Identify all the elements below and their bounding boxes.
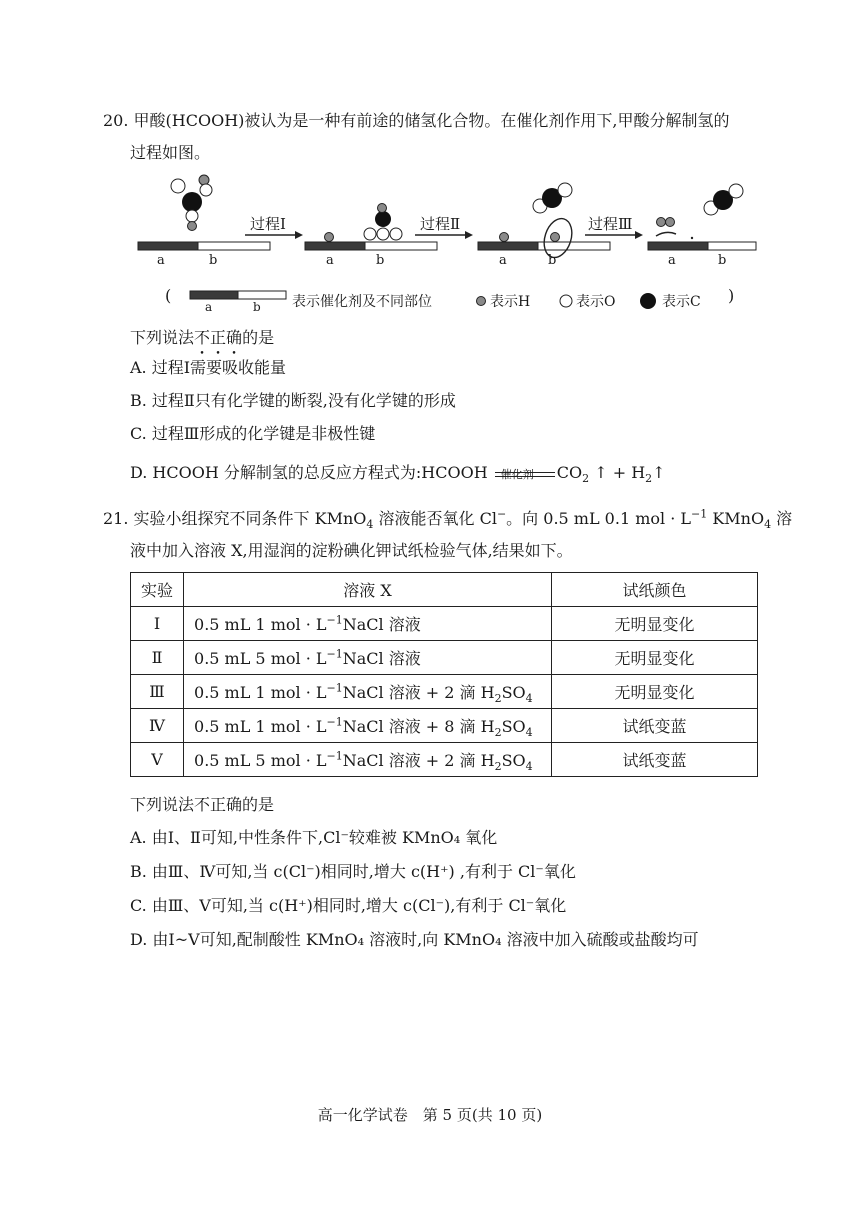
row-color: 无明显变化 (552, 641, 758, 675)
catalyst-part-a (305, 242, 365, 250)
header-experiment: 实验 (131, 573, 184, 607)
table-row (131, 641, 758, 675)
experiment-table (130, 572, 758, 777)
catalyst-part-a (478, 242, 538, 250)
row-solution: 0.5 mL 1 mol · $L^{-1}NaCl$ 溶液 + 2 滴 $H_2SO_4$ (184, 675, 552, 709)
label-a: a (668, 253, 676, 268)
legend-catalyst: 表示催化剂及不同部位 (292, 294, 432, 310)
q21-option-b: B. 由Ⅲ、Ⅳ可知,当 c(Cl⁻)相同时,增大 c(H⁺) ,有利于 Cl⁻氧化 (130, 862, 576, 881)
label-a: a (326, 253, 334, 268)
table-row (131, 743, 758, 777)
label-b: b (718, 253, 727, 268)
hcooh-molecule (171, 175, 212, 231)
table-row (131, 675, 758, 709)
catalyst-part-a (648, 242, 708, 250)
row-solution: 0.5 mL 5 mol · $L^{-1}NaCl$ 溶液 + 2 滴 $H_2SO_4$ (184, 743, 552, 777)
catalyst-part-a (138, 242, 198, 250)
page-footer: 高一化学试卷 第 5 页(共 10 页) (317, 1106, 543, 1124)
legend-o: 表示O (576, 294, 616, 310)
q20-option-d: D. HCOOH 分解制氢的总反应方程式为:HCOOH 催化剂 $CO_2$ ↑ + $H_2↑$ (130, 463, 666, 486)
row-color: 试纸变蓝 (552, 743, 758, 777)
label-a: a (499, 253, 507, 268)
row-solution: 0.5 mL 1 mol · $L^{-1}NaCl$ 溶液 (184, 607, 552, 641)
step-label-1: 过程Ⅰ (250, 215, 286, 233)
table-header-row (131, 573, 758, 607)
q21-option-c: C. 由Ⅲ、Ⅴ可知,当 c(H⁺)相同时,增大 c(Cl⁻),有利于 Cl⁻氧化 (130, 896, 567, 915)
catalyst-legend-icon (188, 289, 288, 313)
row-color: 试纸变蓝 (552, 709, 758, 743)
row-id: Ⅱ (131, 641, 184, 675)
c-atom-icon (638, 291, 658, 311)
q20-option-a: A. 过程Ⅰ需要吸收能量 (130, 358, 287, 377)
q20-stem-line1: 20. 甲酸(HCOOH)被认为是一种有前途的储氢化合物。在催化剂作用下,甲酸分解制氢的 (103, 111, 730, 130)
q20-option-b: B. 过程Ⅱ只有化学键的断裂,没有化学键的形成 (130, 391, 456, 410)
legend-label-b: b (253, 300, 261, 314)
row-id: Ⅰ (131, 607, 184, 641)
header-solution: 溶液 X (184, 573, 552, 607)
header-paper-color: 试纸颜色 (552, 573, 758, 607)
q21-option-a: A. 由Ⅰ、Ⅱ可知,中性条件下,Cl⁻较难被 KMnO₄ 氧化 (130, 828, 498, 847)
stage-4 (648, 184, 756, 250)
h2-molecule (657, 218, 675, 227)
row-id: Ⅲ (131, 675, 184, 709)
q21-stem-line1: 21. 实验小组探究不同条件下 KMnO$_4$ 溶液能否氧化 Cl−。向 0.5 mL 0.1 mol · $L^{-1}$ KMnO$_4$ 溶 (103, 507, 793, 532)
q21-stem-line2: 液中加入溶液 X,用湿润的淀粉碘化钾试纸检验气体,结果如下。 (130, 541, 573, 560)
row-solution: 0.5 mL 1 mol · $L^{-1}NaCl$ 溶液 + 8 滴 $H_2SO_4$ (184, 709, 552, 743)
q20-prompt: 下列说法不正确的是 (130, 328, 275, 347)
legend-open-paren: ( (165, 286, 172, 305)
row-solution: 0.5 mL 5 mol · $L^{-1}NaCl$ 溶液 (184, 641, 552, 675)
legend-label-a: a (205, 300, 213, 314)
table-row (131, 709, 758, 743)
legend-close-paren: ) (728, 286, 735, 305)
step-label-2: 过程Ⅱ (420, 215, 461, 233)
row-color: 无明显变化 (552, 607, 758, 641)
q21-prompt: 下列说法不正确的是 (130, 795, 275, 814)
step-label-3: 过程Ⅲ (588, 215, 633, 233)
legend-c: 表示C (662, 294, 701, 310)
catalyst-part-b (538, 242, 610, 250)
q20-stem-line2: 过程如图。 (130, 143, 211, 162)
stage-2 (305, 204, 437, 251)
label-b: b (376, 253, 385, 268)
row-id: Ⅴ (131, 743, 184, 777)
legend-h: 表示H (490, 294, 531, 310)
q20-option-c: C. 过程Ⅲ形成的化学键是非极性键 (130, 424, 376, 443)
o-atom-icon (558, 293, 574, 309)
table-row (131, 607, 758, 641)
co2-molecule (533, 183, 572, 213)
q21-option-d: D. 由Ⅰ~Ⅴ可知,配制酸性 KMnO₄ 溶液时,向 KMnO₄ 溶液中加入硫酸或盐酸均可 (130, 930, 699, 949)
label-b: b (209, 253, 218, 268)
row-id: Ⅳ (131, 709, 184, 743)
catalyst-part-b (708, 242, 756, 250)
label-b: b (548, 253, 557, 268)
catalyst-part-b (365, 242, 437, 250)
catalyst-part-b (198, 242, 270, 250)
q20-number: 20. (103, 111, 129, 130)
h-atom-icon (474, 294, 488, 308)
co2-molecule (704, 184, 743, 215)
q21-number: 21. (103, 509, 129, 528)
row-color: 无明显变化 (552, 675, 758, 709)
label-a: a (157, 253, 165, 268)
